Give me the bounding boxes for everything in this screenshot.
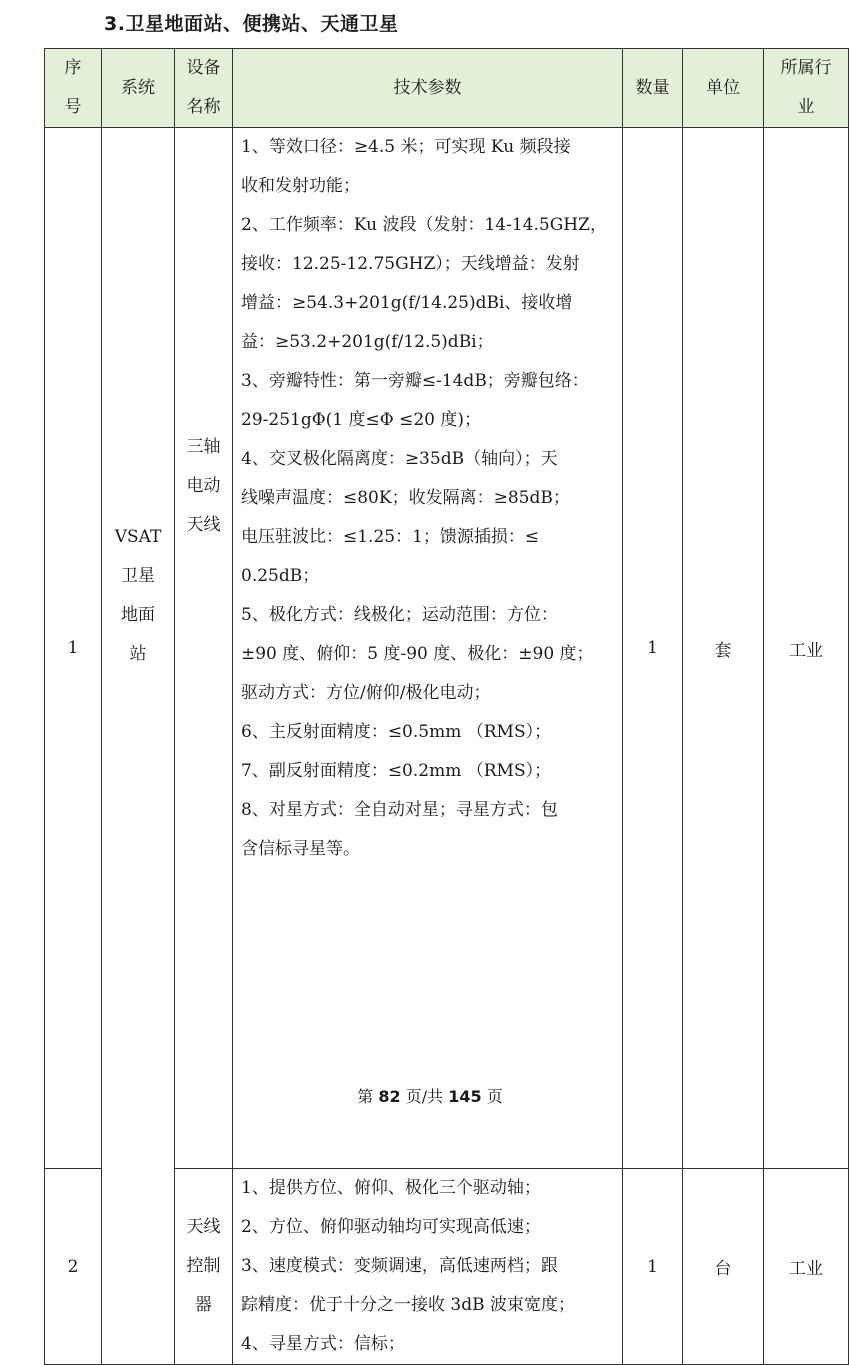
params-line: 踪精度：优于十分之一接收 3dB 波束宽度； bbox=[241, 1295, 575, 1315]
footer-middle: 页/共 bbox=[405, 1087, 444, 1106]
params-line: 3、速度模式：变频调速，高低速两档；跟 bbox=[241, 1256, 558, 1276]
page-footer bbox=[0, 1084, 860, 1107]
footer-suffix: 页 bbox=[486, 1087, 503, 1106]
quantity-cell: 1 bbox=[623, 128, 683, 1169]
header-device: 设备 名称 bbox=[175, 49, 233, 128]
params-line: 收和发射功能； bbox=[241, 176, 360, 196]
params-cell bbox=[233, 128, 623, 1169]
industry-cell: 工业 bbox=[764, 128, 849, 1169]
table-row bbox=[45, 128, 849, 1169]
unit-cell: 套 bbox=[683, 128, 764, 1169]
params-line: 4、交叉极化隔离度：≥35dB（轴向）；天 bbox=[241, 449, 558, 469]
params-line: 5、极化方式：线极化；运动范围：方位： bbox=[241, 605, 558, 625]
params-line: 1、等效口径：≥4.5 米；可实现 Ku 频段接 bbox=[241, 137, 571, 157]
params-line: 1、提供方位、俯仰、极化三个驱动轴； bbox=[241, 1178, 541, 1198]
spec-table bbox=[44, 48, 849, 1365]
header-row bbox=[45, 49, 849, 128]
params-line: 益：≥53.2+201g(f/12.5)dBi； bbox=[241, 332, 494, 352]
params-line: 8、对星方式：全自动对星；寻星方式：包 bbox=[241, 800, 558, 820]
footer-total-pages: 145 bbox=[448, 1087, 482, 1106]
device-name-cell: 天线 控制 器 bbox=[175, 1169, 233, 1365]
section-title: 3.卫星地面站、便携站、天通卫星 bbox=[104, 13, 399, 35]
params-line: ±90 度、俯仰：5 度-90 度、极化：±90 度； bbox=[241, 644, 594, 664]
params-line: 29-251gΦ(1 度≤Φ ≤20 度)； bbox=[241, 410, 481, 430]
header-system: 系统 bbox=[102, 49, 175, 128]
params-cell bbox=[233, 1169, 623, 1365]
params-line: 2、方位、俯仰驱动轴均可实现高低速； bbox=[241, 1217, 541, 1237]
device-name-cell: 三轴 电动 天线 bbox=[175, 128, 233, 1169]
system-name-cell: VSAT 卫星 地面 站 bbox=[102, 128, 175, 1365]
params-line: 接收：12.25-12.75GHZ）；天线增益：发射 bbox=[241, 254, 580, 274]
footer-prefix: 第 bbox=[357, 1087, 374, 1106]
industry-cell: 工业 bbox=[764, 1169, 849, 1365]
params-line: 3、旁瓣特性：第一旁瓣≤-14dB；旁瓣包络： bbox=[241, 371, 589, 391]
footer-page-number: 82 bbox=[378, 1087, 401, 1106]
row-seq: 2 bbox=[45, 1169, 102, 1365]
header-quantity: 数量 bbox=[623, 49, 683, 128]
unit-cell: 台 bbox=[683, 1169, 764, 1365]
header-seq: 序 号 bbox=[45, 49, 102, 128]
params-line: 2、工作频率：Ku 波段（发射：14-14.5GHZ， bbox=[241, 215, 607, 235]
row-seq: 1 bbox=[45, 128, 102, 1169]
params-line: 增益：≥54.3+201g(f/14.25)dBi、接收增 bbox=[241, 293, 573, 313]
params-line: 6、主反射面精度：≤0.5mm （RMS）； bbox=[241, 722, 552, 742]
params-line: 0.25dB； bbox=[241, 566, 320, 586]
header-params: 技术参数 bbox=[233, 49, 623, 128]
params-line: 7、副反射面精度：≤0.2mm （RMS）； bbox=[241, 761, 552, 781]
quantity-cell: 1 bbox=[623, 1169, 683, 1365]
header-unit: 单位 bbox=[683, 49, 764, 128]
params-line: 电压驻波比：≤1.25：1；馈源插损：≤ bbox=[241, 527, 540, 547]
params-line: 驱动方式：方位/俯仰/极化电动； bbox=[241, 683, 491, 703]
header-industry: 所属行 业 bbox=[764, 49, 849, 128]
params-line: 4、寻星方式：信标； bbox=[241, 1334, 405, 1354]
params-line: 含信标寻星等。 bbox=[241, 839, 360, 859]
params-line: 线噪声温度：≤80K；收发隔离：≥85dB； bbox=[241, 488, 570, 508]
